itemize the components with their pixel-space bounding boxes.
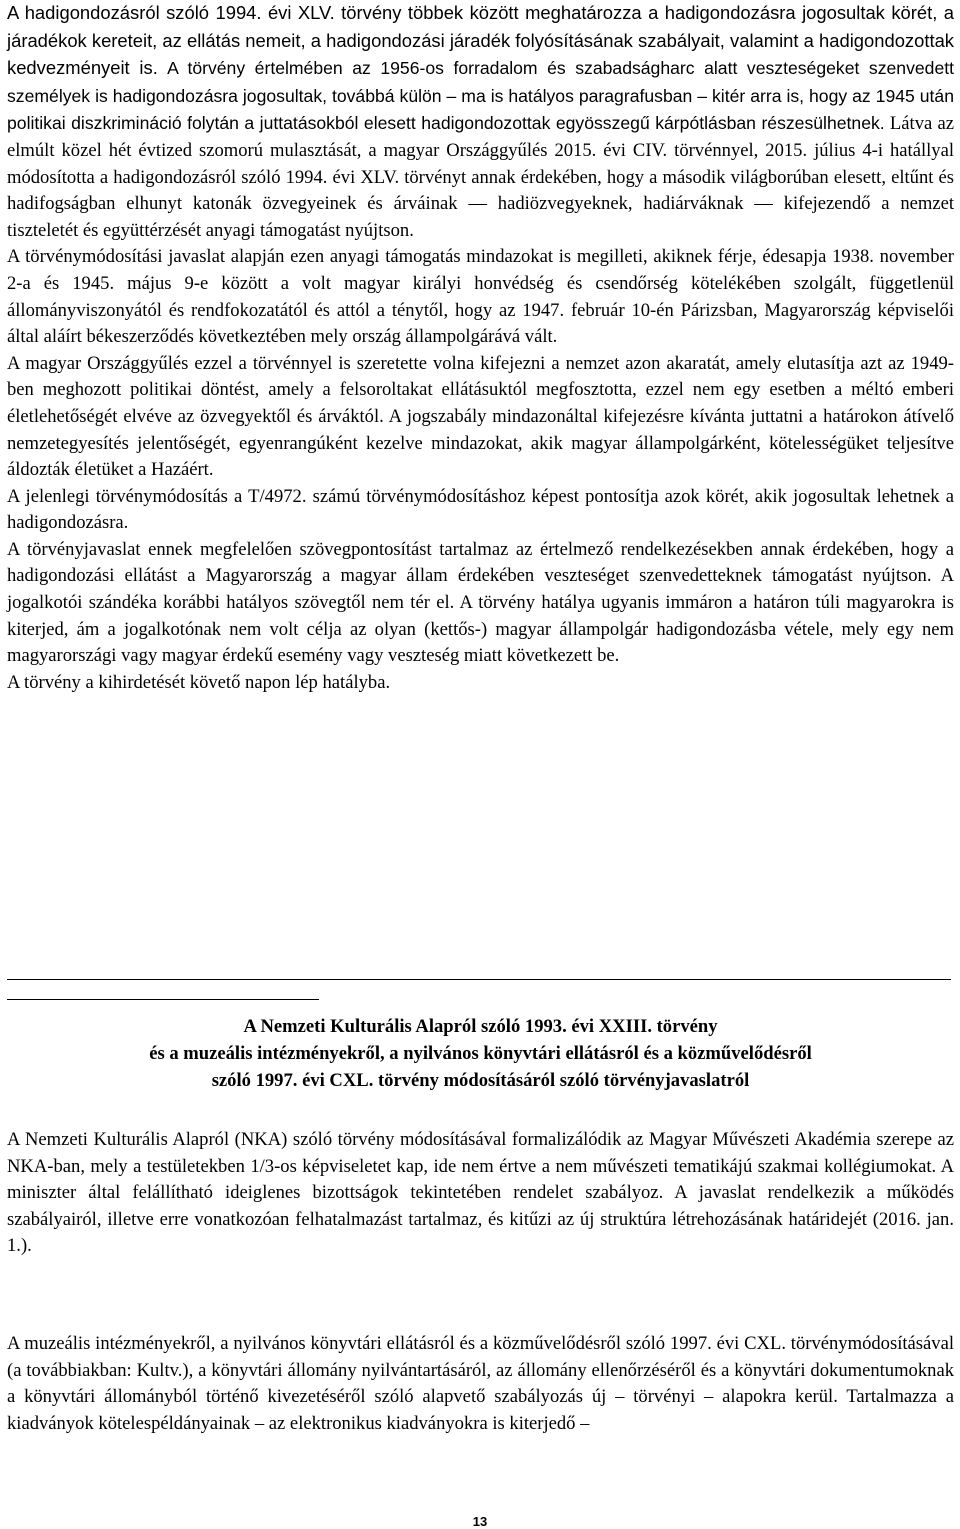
- paragraph-eligibility: A törvénymódosítási javaslat alapján ezen anyagi támogatás mindazokat is megilleti, akiknek férje, édesapja 1938. november 2-a és 1945. május 9-e között a volt magyar királyi honvédség és csendőrség kötelékében szolgált, függetlenül állományviszonyától és rendfokozatától és attól a ténytől, hogy az 1947. február 10-én Párizsban, Magyarország képviselői által aláírt békeszerződés következtében mely ország állampolgárává vált.: [7, 246, 954, 348]
- paragraph-intro-part-3: Látva az elmúlt közel hét évtized szomorú mulasztását, a magyar Országgyűlés 2015. évi CIV. törvénnyel, 2015. július 4-i hatállyal módosította a hadigondozásról szóló 1994. évi XLV. törvényt annak érdekében, hogy a második világborúban elesett, eltűnt és hadifogságban elhunyt katonák özvegyeinek és árváinak — hadiözvegyeknek, hadiárváknak — kifejezendő a nemzet tiszteletét és együttérzését anyagi támogatást nyújtson.: [7, 113, 954, 241]
- paragraph-intro-part-2: A törvény értelmében az 1956-os forradalom és szabadságharc alatt veszteségeket szenvedett személyek is hadigondozásra jogosultak, továbbá külön – ma is hatályos paragrafusban – kitér arra is, hogy az 1945 után politikai diszkrimináció folytán a juttatásokból elesett hadigondozottak egyösszegű kárpótlásban részesülhetnek.: [7, 58, 955, 134]
- section-divider-short: [7, 999, 319, 1000]
- paragraph-parliament-intent: A magyar Országgyűlés ezzel a törvénnyel is szeretette volna kifejezni a nemzet azon akaratát, amely elutasítja azt az 1949-ben meghozott politikai döntést, amely a felsoroltakat ellátásuktól megfosztotta, ezzel nem egy esetben a méltó emberi életlehetőségét elvéve az özvegyektől és árváktól. A jogszabály mindazonáltal kifejezésre kívánta juttatni a határokon átívelő nemzetegyesítés jelentőségét, egyenrangúként kezelve mindazokat, akik magyar állampolgárként, kötelességüket teljesítve áldozták életüket a Hazáért.: [7, 352, 954, 481]
- paragraph-bill-content: A törvényjavaslat ennek megfelelően szövegpontosítást tartalmaz az értelmező rendelkezésekben annak érdekében, hogy a hadigondozási ellátást a Magyarország a magyar állam érdekében veszteséget szenvedetteknek támogatást nyújtson. A jogalkotói szándéka korábbi hatályos szövegtől nem tér el. A törvény hatálya ugyanis immáron a határon túli magyarokra is kiterjed, ám a jogalkotónak nem volt célja az olyan (kettős-) magyar állampolgár hadigondozásba vétele, mely egy nem magyarországi vagy magyar érdekű esemény vagy veszteség miatt következett be.: [7, 538, 954, 667]
- section-heading-line-3: szóló 1997. évi CXL. törvény módosításáról szóló törvényjavaslatról: [211, 1070, 750, 1091]
- paragraph-kultv: A muzeális intézményekről, a nyilvános könyvtári ellátásról és a közművelődésről szóló 1997. évi CXL. törvénymódosításával (a továbbiakban: Kultv.), a könyvtári állomány nyilvántartásáról, az állomány ellenőrzéséről és a könyvtári dokumentumoknak a könyvtári állományból történő kivezetéséről szóló alapvető szabályozás új – törvényi – alapokra kerül. Tartalmazza a kiadványok kötelespéldányainak – az elektronikus kiadványokra is kiterjedő –: [7, 1333, 954, 1434]
- paragraph-entry-into-force: A törvény a kihirdetését követő napon lép hatályba.: [7, 671, 391, 693]
- section-heading: [7, 1013, 954, 1094]
- nka-section: [7, 1127, 954, 1260]
- kultv-section: [7, 1331, 954, 1437]
- page-body: [7, 0, 954, 696]
- section-heading-line-2: és a muzeális intézményekről, a nyilvános könyvtári ellátásról és a közművelődésről: [149, 1043, 812, 1064]
- paragraph-current-amendment: A jelenlegi törvénymódosítás a T/4972. számú törvénymódosításhoz képest pontosítja azok körét, akik jogosultak lehetnek a hadigondozásra.: [7, 485, 954, 534]
- section-divider: [7, 979, 951, 980]
- paragraph-intro-part-1: A hadigondozásról szóló 1994. évi XLV. törvény többek között meghatározza a hadigondozásra jogosultak körét, a járadékok kereteit, az ellátás nemeit, a hadigondozási járadék folyósításának szabályait, valamint a hadigondozottak kedvezményeit is.: [7, 2, 954, 79]
- section-heading-line-1: A Nemzeti Kulturális Alapról szóló 1993. évi XXIII. törvény: [243, 1016, 718, 1037]
- paragraph-nka: A Nemzeti Kulturális Alapról (NKA) szóló törvény módosításával formalizálódik az Magyar Művészeti Akadémia szerepe az NKA-ban, mely a testületekben 1/3-os képviseletet kap, ide nem értve a nem művészeti tematikájú szakmai kollégiumokat. A miniszter által felállítható ideiglenes bizottságok tekintetében rendelet szabályoz. A javaslat rendelkezik a működés szabályairól, illetve erre vonatkozóan felhatalmazást tartalmaz, és kitűzi az új struktúra létrehozásának határidejét (2016. jan. 1.).: [7, 1129, 954, 1257]
- page-number: 13: [472, 1514, 488, 1529]
- paragraph-intro: [7, 0, 954, 244]
